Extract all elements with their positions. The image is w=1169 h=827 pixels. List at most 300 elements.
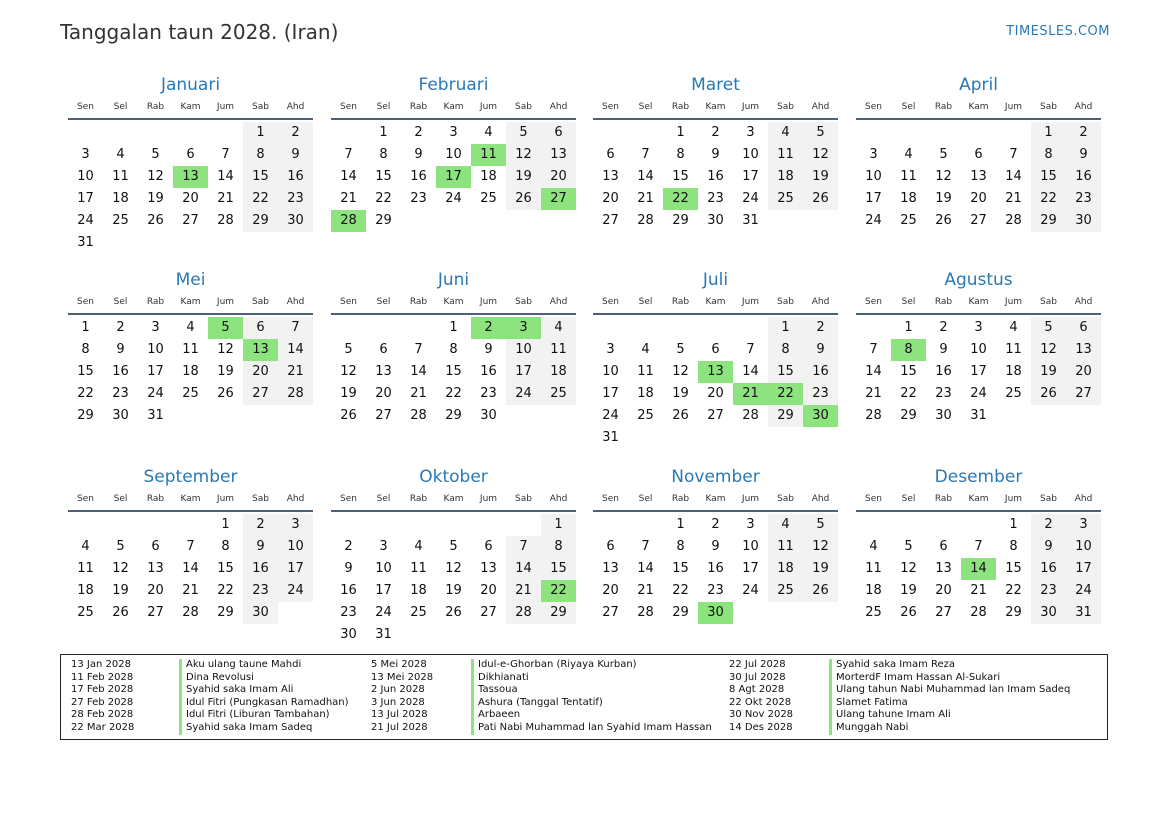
day-cell[interactable]: 18 <box>637 386 654 401</box>
day-cell[interactable]: 14 <box>1005 169 1022 184</box>
day-cell[interactable]: 20 <box>602 191 619 206</box>
day-cell[interactable]: 27 <box>182 213 199 228</box>
day-cell[interactable]: 5 <box>803 514 838 536</box>
day-cell[interactable]: 4 <box>641 342 650 357</box>
day-cell[interactable]: 19 <box>803 166 838 188</box>
day-cell[interactable]: 26 <box>803 580 838 602</box>
day-cell[interactable]: 23 <box>707 191 724 206</box>
day-cell[interactable]: 3 <box>746 517 755 532</box>
day-cell[interactable]: 15 <box>768 361 803 383</box>
day-cell[interactable]: 20 <box>935 583 952 598</box>
day-cell[interactable]: 21 <box>217 191 234 206</box>
day-cell[interactable]: 10 <box>1066 536 1101 558</box>
day-cell[interactable]: 5 <box>1031 317 1066 339</box>
day-cell[interactable]: 29 <box>77 408 94 423</box>
day-cell[interactable]: 16 <box>410 169 427 184</box>
day-cell[interactable]: 23 <box>1066 188 1101 210</box>
day-cell[interactable]: 21 <box>865 386 882 401</box>
day-cell[interactable]: 18 <box>112 191 129 206</box>
day-cell[interactable]: 13 <box>1066 339 1101 361</box>
day-cell[interactable]: 10 <box>278 536 313 558</box>
day-cell[interactable]: 9 <box>243 536 278 558</box>
day-cell[interactable]: 13 <box>602 169 619 184</box>
day-cell[interactable]: 17 <box>278 558 313 580</box>
day-cell[interactable]: 28 <box>637 605 654 620</box>
day-cell[interactable]: 22 <box>768 383 803 405</box>
day-cell[interactable]: 11 <box>541 339 576 361</box>
day-cell[interactable]: 16 <box>480 364 497 379</box>
day-cell[interactable]: 20 <box>602 583 619 598</box>
day-cell[interactable]: 22 <box>375 191 392 206</box>
day-cell[interactable]: 28 <box>742 408 759 423</box>
day-cell[interactable]: 10 <box>147 342 164 357</box>
day-cell[interactable]: 2 <box>471 317 506 339</box>
day-cell[interactable]: 29 <box>541 602 576 624</box>
day-cell[interactable]: 10 <box>742 539 759 554</box>
day-cell[interactable]: 22 <box>900 386 917 401</box>
day-cell[interactable]: 28 <box>506 602 541 624</box>
day-cell[interactable]: 3 <box>506 317 541 339</box>
day-cell[interactable]: 4 <box>1009 320 1018 335</box>
day-cell[interactable]: 13 <box>173 166 208 188</box>
day-cell[interactable]: 14 <box>637 169 654 184</box>
day-cell[interactable]: 25 <box>541 383 576 405</box>
day-cell[interactable]: 6 <box>379 342 388 357</box>
day-cell[interactable]: 31 <box>970 408 987 423</box>
day-cell[interactable]: 2 <box>116 320 125 335</box>
day-cell[interactable]: 20 <box>147 583 164 598</box>
day-cell[interactable]: 26 <box>147 213 164 228</box>
day-cell[interactable]: 4 <box>186 320 195 335</box>
day-cell[interactable]: 20 <box>375 386 392 401</box>
day-cell[interactable]: 6 <box>939 539 948 554</box>
day-cell[interactable]: 6 <box>186 147 195 162</box>
day-cell[interactable]: 4 <box>768 514 803 536</box>
day-cell[interactable]: 25 <box>900 213 917 228</box>
day-cell[interactable]: 11 <box>112 169 129 184</box>
day-cell[interactable]: 30 <box>112 408 129 423</box>
day-cell[interactable]: 3 <box>81 147 90 162</box>
day-cell[interactable]: 2 <box>1031 514 1066 536</box>
day-cell[interactable]: 17 <box>77 191 94 206</box>
day-cell[interactable]: 17 <box>742 561 759 576</box>
day-cell[interactable]: 8 <box>221 539 230 554</box>
day-cell[interactable]: 31 <box>602 430 619 445</box>
day-cell[interactable]: 19 <box>935 191 952 206</box>
day-cell[interactable]: 13 <box>935 561 952 576</box>
day-cell[interactable]: 26 <box>112 605 129 620</box>
day-cell[interactable]: 1 <box>243 122 278 144</box>
day-cell[interactable]: 12 <box>803 536 838 558</box>
day-cell[interactable]: 20 <box>707 386 724 401</box>
day-cell[interactable]: 3 <box>606 342 615 357</box>
day-cell[interactable]: 17 <box>970 364 987 379</box>
day-cell[interactable]: 17 <box>436 166 471 188</box>
day-cell[interactable]: 1 <box>676 125 685 140</box>
day-cell[interactable]: 27 <box>602 213 619 228</box>
day-cell[interactable]: 12 <box>1031 339 1066 361</box>
day-cell[interactable]: 12 <box>445 561 462 576</box>
day-cell[interactable]: 6 <box>606 147 615 162</box>
day-cell[interactable]: 28 <box>182 605 199 620</box>
day-cell[interactable]: 15 <box>217 561 234 576</box>
day-cell[interactable]: 17 <box>602 386 619 401</box>
day-cell[interactable]: 29 <box>1005 605 1022 620</box>
day-cell[interactable]: 15 <box>1031 166 1066 188</box>
day-cell[interactable]: 4 <box>541 317 576 339</box>
day-cell[interactable]: 30 <box>243 602 278 624</box>
day-cell[interactable]: 22 <box>445 386 462 401</box>
day-cell[interactable]: 13 <box>375 364 392 379</box>
day-cell[interactable]: 21 <box>733 383 768 405</box>
day-cell[interactable]: 23 <box>243 580 278 602</box>
day-cell[interactable]: 19 <box>340 386 357 401</box>
day-cell[interactable]: 12 <box>672 364 689 379</box>
day-cell[interactable]: 28 <box>865 408 882 423</box>
day-cell[interactable]: 26 <box>506 188 541 210</box>
day-cell[interactable]: 5 <box>506 122 541 144</box>
day-cell[interactable]: 4 <box>904 147 913 162</box>
day-cell[interactable]: 28 <box>970 605 987 620</box>
day-cell[interactable]: 9 <box>711 147 720 162</box>
day-cell[interactable]: 26 <box>217 386 234 401</box>
day-cell[interactable]: 16 <box>935 364 952 379</box>
day-cell[interactable]: 7 <box>414 342 423 357</box>
day-cell[interactable]: 29 <box>768 405 803 427</box>
day-cell[interactable]: 31 <box>147 408 164 423</box>
day-cell[interactable]: 27 <box>541 188 576 210</box>
day-cell[interactable]: 5 <box>344 342 353 357</box>
day-cell[interactable]: 3 <box>869 147 878 162</box>
day-cell[interactable]: 2 <box>939 320 948 335</box>
day-cell[interactable]: 13 <box>147 561 164 576</box>
day-cell[interactable]: 1 <box>1031 122 1066 144</box>
day-cell[interactable]: 15 <box>672 561 689 576</box>
day-cell[interactable]: 12 <box>147 169 164 184</box>
day-cell[interactable]: 22 <box>672 583 689 598</box>
day-cell[interactable]: 13 <box>970 169 987 184</box>
day-cell[interactable]: 21 <box>182 583 199 598</box>
day-cell[interactable]: 15 <box>77 364 94 379</box>
day-cell[interactable]: 11 <box>77 561 94 576</box>
day-cell[interactable]: 23 <box>340 605 357 620</box>
day-cell[interactable]: 10 <box>865 169 882 184</box>
day-cell[interactable]: 24 <box>445 191 462 206</box>
day-cell[interactable]: 14 <box>278 339 313 361</box>
day-cell[interactable]: 9 <box>803 339 838 361</box>
day-cell[interactable]: 10 <box>970 342 987 357</box>
day-cell[interactable]: 6 <box>1066 317 1101 339</box>
day-cell[interactable]: 13 <box>602 561 619 576</box>
day-cell[interactable]: 28 <box>410 408 427 423</box>
day-cell[interactable]: 2 <box>344 539 353 554</box>
day-cell[interactable]: 19 <box>672 386 689 401</box>
day-cell[interactable]: 14 <box>961 558 996 580</box>
day-cell[interactable]: 12 <box>506 144 541 166</box>
day-cell[interactable]: 18 <box>541 361 576 383</box>
day-cell[interactable]: 1 <box>541 514 576 536</box>
day-cell[interactable]: 8 <box>676 539 685 554</box>
day-cell[interactable]: 28 <box>278 383 313 405</box>
day-cell[interactable]: 15 <box>243 166 278 188</box>
day-cell[interactable]: 8 <box>768 339 803 361</box>
day-cell[interactable]: 14 <box>637 561 654 576</box>
day-cell[interactable]: 25 <box>77 605 94 620</box>
day-cell[interactable]: 4 <box>768 122 803 144</box>
day-cell[interactable]: 25 <box>1005 386 1022 401</box>
day-cell[interactable]: 7 <box>186 539 195 554</box>
day-cell[interactable]: 4 <box>484 125 493 140</box>
day-cell[interactable]: 27 <box>935 605 952 620</box>
day-cell[interactable]: 17 <box>375 583 392 598</box>
day-cell[interactable]: 16 <box>1031 558 1066 580</box>
day-cell[interactable]: 20 <box>541 166 576 188</box>
day-cell[interactable]: 17 <box>506 361 541 383</box>
day-cell[interactable]: 22 <box>243 188 278 210</box>
day-cell[interactable]: 2 <box>1066 122 1101 144</box>
day-cell[interactable]: 9 <box>1066 144 1101 166</box>
day-cell[interactable]: 14 <box>742 364 759 379</box>
day-cell[interactable]: 16 <box>1066 166 1101 188</box>
day-cell[interactable]: 28 <box>637 213 654 228</box>
day-cell[interactable]: 16 <box>278 166 313 188</box>
day-cell[interactable]: 5 <box>676 342 685 357</box>
day-cell[interactable]: 15 <box>672 169 689 184</box>
day-cell[interactable]: 15 <box>1005 561 1022 576</box>
day-cell[interactable]: 8 <box>676 147 685 162</box>
day-cell[interactable]: 1 <box>379 125 388 140</box>
day-cell[interactable]: 27 <box>480 605 497 620</box>
day-cell[interactable]: 10 <box>77 169 94 184</box>
day-cell[interactable]: 29 <box>445 408 462 423</box>
day-cell[interactable]: 26 <box>1031 383 1066 405</box>
day-cell[interactable]: 12 <box>112 561 129 576</box>
day-cell[interactable]: 5 <box>208 317 243 339</box>
day-cell[interactable]: 24 <box>77 213 94 228</box>
day-cell[interactable]: 24 <box>278 580 313 602</box>
day-cell[interactable]: 5 <box>116 539 125 554</box>
day-cell[interactable]: 19 <box>506 166 541 188</box>
day-cell[interactable]: 28 <box>217 213 234 228</box>
day-cell[interactable]: 5 <box>151 147 160 162</box>
day-cell[interactable]: 29 <box>672 213 689 228</box>
day-cell[interactable]: 23 <box>803 383 838 405</box>
day-cell[interactable]: 4 <box>116 147 125 162</box>
day-cell[interactable]: 25 <box>768 580 803 602</box>
day-cell[interactable]: 18 <box>768 166 803 188</box>
day-cell[interactable]: 13 <box>541 144 576 166</box>
day-cell[interactable]: 25 <box>865 605 882 620</box>
day-cell[interactable]: 3 <box>449 125 458 140</box>
day-cell[interactable]: 1 <box>768 317 803 339</box>
day-cell[interactable]: 11 <box>900 169 917 184</box>
day-cell[interactable]: 23 <box>935 386 952 401</box>
day-cell[interactable]: 6 <box>974 147 983 162</box>
day-cell[interactable]: 30 <box>1031 602 1066 624</box>
day-cell[interactable]: 9 <box>116 342 125 357</box>
day-cell[interactable]: 27 <box>375 408 392 423</box>
day-cell[interactable]: 3 <box>746 125 755 140</box>
day-cell[interactable]: 15 <box>445 364 462 379</box>
day-cell[interactable]: 14 <box>865 364 882 379</box>
day-cell[interactable]: 13 <box>243 339 278 361</box>
day-cell[interactable]: 24 <box>970 386 987 401</box>
day-cell[interactable]: 13 <box>480 561 497 576</box>
day-cell[interactable]: 8 <box>1009 539 1018 554</box>
day-cell[interactable]: 26 <box>900 605 917 620</box>
day-cell[interactable]: 8 <box>891 339 926 361</box>
day-cell[interactable]: 20 <box>243 361 278 383</box>
day-cell[interactable]: 3 <box>379 539 388 554</box>
day-cell[interactable]: 15 <box>900 364 917 379</box>
day-cell[interactable]: 7 <box>344 147 353 162</box>
day-cell[interactable]: 22 <box>77 386 94 401</box>
day-cell[interactable]: 4 <box>414 539 423 554</box>
day-cell[interactable]: 10 <box>506 339 541 361</box>
day-cell[interactable]: 9 <box>344 561 353 576</box>
day-cell[interactable]: 16 <box>707 169 724 184</box>
day-cell[interactable]: 18 <box>1005 364 1022 379</box>
day-cell[interactable]: 12 <box>900 561 917 576</box>
day-cell[interactable]: 30 <box>698 602 733 624</box>
day-cell[interactable]: 21 <box>340 191 357 206</box>
day-cell[interactable]: 27 <box>970 213 987 228</box>
day-cell[interactable]: 5 <box>803 122 838 144</box>
day-cell[interactable]: 21 <box>637 191 654 206</box>
day-cell[interactable]: 27 <box>243 383 278 405</box>
day-cell[interactable]: 29 <box>217 605 234 620</box>
day-cell[interactable]: 31 <box>375 627 392 642</box>
day-cell[interactable]: 11 <box>410 561 427 576</box>
day-cell[interactable]: 31 <box>1066 602 1101 624</box>
day-cell[interactable]: 26 <box>340 408 357 423</box>
day-cell[interactable]: 1 <box>81 320 90 335</box>
day-cell[interactable]: 18 <box>410 583 427 598</box>
day-cell[interactable]: 20 <box>1066 361 1101 383</box>
day-cell[interactable]: 20 <box>480 583 497 598</box>
day-cell[interactable]: 5 <box>904 539 913 554</box>
day-cell[interactable]: 30 <box>480 408 497 423</box>
day-cell[interactable]: 6 <box>541 122 576 144</box>
day-cell[interactable]: 12 <box>935 169 952 184</box>
day-cell[interactable]: 14 <box>217 169 234 184</box>
day-cell[interactable]: 6 <box>151 539 160 554</box>
day-cell[interactable]: 25 <box>637 408 654 423</box>
day-cell[interactable]: 2 <box>711 517 720 532</box>
day-cell[interactable]: 17 <box>1066 558 1101 580</box>
day-cell[interactable]: 19 <box>900 583 917 598</box>
day-cell[interactable]: 18 <box>77 583 94 598</box>
day-cell[interactable]: 9 <box>939 342 948 357</box>
day-cell[interactable]: 30 <box>803 405 838 427</box>
day-cell[interactable]: 26 <box>803 188 838 210</box>
day-cell[interactable]: 23 <box>707 583 724 598</box>
day-cell[interactable]: 7 <box>641 539 650 554</box>
day-cell[interactable]: 23 <box>278 188 313 210</box>
day-cell[interactable]: 11 <box>471 144 506 166</box>
day-cell[interactable]: 5 <box>939 147 948 162</box>
day-cell[interactable]: 20 <box>182 191 199 206</box>
day-cell[interactable]: 18 <box>900 191 917 206</box>
day-cell[interactable]: 10 <box>375 561 392 576</box>
day-cell[interactable]: 24 <box>375 605 392 620</box>
day-cell[interactable]: 11 <box>865 561 882 576</box>
day-cell[interactable]: 17 <box>742 169 759 184</box>
day-cell[interactable]: 2 <box>711 125 720 140</box>
day-cell[interactable]: 2 <box>414 125 423 140</box>
day-cell[interactable]: 5 <box>449 539 458 554</box>
day-cell[interactable]: 19 <box>147 191 164 206</box>
day-cell[interactable]: 3 <box>974 320 983 335</box>
day-cell[interactable]: 30 <box>340 627 357 642</box>
day-cell[interactable]: 31 <box>742 213 759 228</box>
day-cell[interactable]: 8 <box>541 536 576 558</box>
day-cell[interactable]: 8 <box>379 147 388 162</box>
day-cell[interactable]: 11 <box>182 342 199 357</box>
day-cell[interactable]: 7 <box>869 342 878 357</box>
day-cell[interactable]: 10 <box>742 147 759 162</box>
day-cell[interactable]: 22 <box>1005 583 1022 598</box>
day-cell[interactable]: 11 <box>768 536 803 558</box>
day-cell[interactable]: 7 <box>278 317 313 339</box>
day-cell[interactable]: 1 <box>1009 517 1018 532</box>
day-cell[interactable]: 9 <box>711 539 720 554</box>
day-cell[interactable]: 6 <box>484 539 493 554</box>
day-cell[interactable]: 8 <box>243 144 278 166</box>
day-cell[interactable]: 29 <box>243 210 278 232</box>
day-cell[interactable]: 19 <box>1031 361 1066 383</box>
day-cell[interactable]: 27 <box>1066 383 1101 405</box>
day-cell[interactable]: 12 <box>803 144 838 166</box>
day-cell[interactable]: 23 <box>1031 580 1066 602</box>
day-cell[interactable]: 8 <box>1031 144 1066 166</box>
day-cell[interactable]: 15 <box>375 169 392 184</box>
day-cell[interactable]: 28 <box>1005 213 1022 228</box>
day-cell[interactable]: 26 <box>672 408 689 423</box>
day-cell[interactable]: 7 <box>506 536 541 558</box>
day-cell[interactable]: 20 <box>970 191 987 206</box>
day-cell[interactable]: 3 <box>1066 514 1101 536</box>
day-cell[interactable]: 21 <box>506 580 541 602</box>
day-cell[interactable]: 30 <box>935 408 952 423</box>
day-cell[interactable]: 16 <box>707 561 724 576</box>
day-cell[interactable]: 25 <box>768 188 803 210</box>
day-cell[interactable]: 21 <box>1005 191 1022 206</box>
day-cell[interactable]: 6 <box>606 539 615 554</box>
day-cell[interactable]: 25 <box>410 605 427 620</box>
day-cell[interactable]: 21 <box>637 583 654 598</box>
day-cell[interactable]: 25 <box>112 213 129 228</box>
day-cell[interactable]: 24 <box>742 583 759 598</box>
day-cell[interactable]: 14 <box>340 169 357 184</box>
day-cell[interactable]: 26 <box>935 213 952 228</box>
day-cell[interactable]: 12 <box>340 364 357 379</box>
day-cell[interactable]: 30 <box>1066 210 1101 232</box>
day-cell[interactable]: 22 <box>217 583 234 598</box>
day-cell[interactable]: 11 <box>1005 342 1022 357</box>
day-cell[interactable]: 29 <box>900 408 917 423</box>
day-cell[interactable]: 18 <box>182 364 199 379</box>
day-cell[interactable]: 30 <box>278 210 313 232</box>
day-cell[interactable]: 29 <box>1031 210 1066 232</box>
day-cell[interactable]: 9 <box>484 342 493 357</box>
day-cell[interactable]: 31 <box>77 235 94 250</box>
day-cell[interactable]: 22 <box>541 580 576 602</box>
day-cell[interactable]: 23 <box>480 386 497 401</box>
day-cell[interactable]: 24 <box>742 191 759 206</box>
day-cell[interactable]: 19 <box>112 583 129 598</box>
day-cell[interactable]: 1 <box>904 320 913 335</box>
